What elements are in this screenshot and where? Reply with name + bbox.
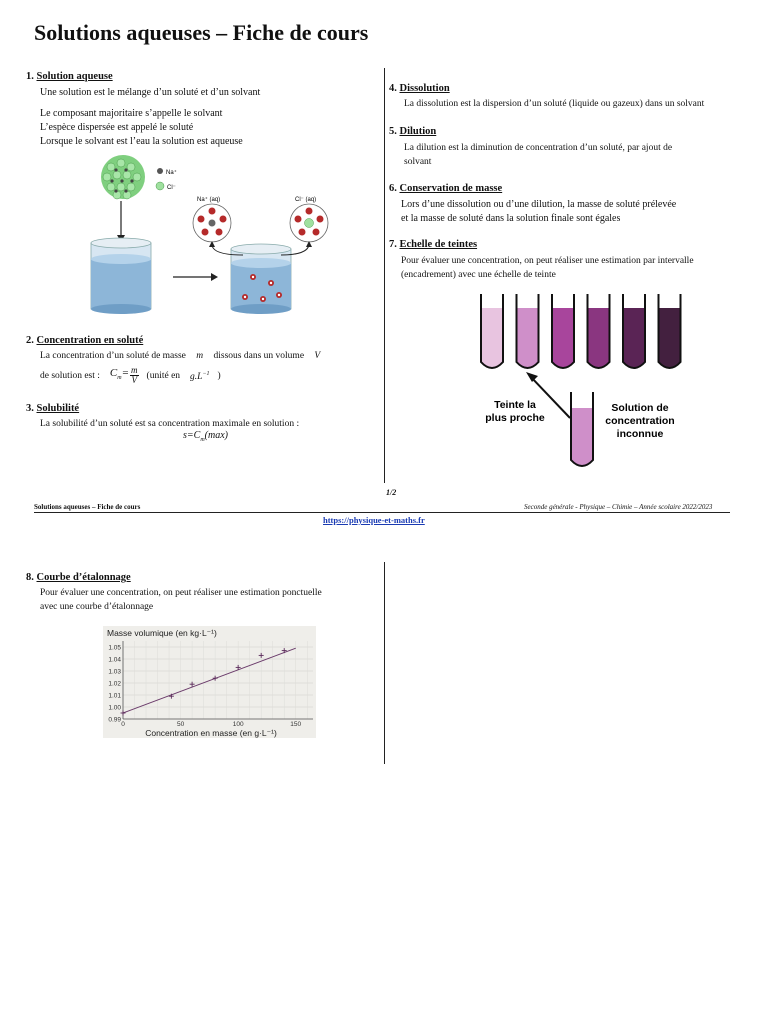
footer-left: Solutions aqueuses – Fiche de cours (34, 503, 141, 511)
section-5-heading (389, 126, 436, 137)
s2-line2 (40, 366, 221, 385)
section-7-text (401, 254, 694, 282)
section-6-text (401, 198, 676, 226)
section-4-title: Dissolution (399, 83, 450, 94)
cl-legend-label: Cl⁻ (167, 185, 176, 191)
section-8-heading (26, 572, 131, 583)
reference-tube-1 (481, 294, 503, 368)
reference-tube-3 (552, 294, 574, 368)
na-legend-label: Na⁺ (166, 170, 177, 176)
y-tick-label: 1.03 (108, 668, 121, 676)
s7-line1: Pour évaluer une concentration, on peut réaliser une estimation par intervalle (401, 256, 694, 266)
s2-line1 (40, 349, 320, 363)
section-2-number: 2. (26, 335, 34, 346)
x-tick-label: 100 (232, 721, 244, 728)
section-3-number: 3. (26, 403, 34, 414)
x-tick-label: 150 (290, 721, 302, 728)
s1-line3: L’espèce dispersée est appelé le soluté (40, 122, 194, 133)
s5-line1: La dilution est la diminution de concentration d’un soluté, par ajout de (404, 143, 673, 153)
section-4-number: 4. (389, 83, 397, 94)
formula-cm: $C_m=$ (109, 367, 130, 382)
column-divider-page2 (384, 562, 385, 764)
s1-line2: Le composant majoritaire s’appelle le solvant (40, 108, 223, 119)
unit-label: (unité en (146, 370, 181, 381)
website-link[interactable]: https://physique-et-maths.fr (323, 515, 425, 525)
unit-value: $g.L^{-1}$ (190, 371, 210, 383)
section-6-number: 6. (389, 183, 397, 194)
reference-tube-6 (659, 294, 681, 368)
y-tick-label: 1.00 (108, 704, 121, 712)
reference-tube-4 (588, 294, 610, 368)
s4-line1: La dissolution est la dispersion d’un soluté (liquide ou gazeux) dans un solvant (404, 99, 705, 109)
formula-fraction (130, 366, 139, 385)
section-3-title: Solubilité (36, 403, 80, 414)
footer-rule (34, 512, 730, 513)
s5-line2: solvant (404, 157, 432, 167)
beaker-left (91, 238, 151, 314)
section-7-number: 7. (389, 239, 397, 250)
footer-right: Seconde générale - Physique – Chimie – Année scolaire 2022/2023 (524, 503, 713, 511)
s1-line4: Lorsque le solvant est l’eau la solution est aqueuse (40, 136, 243, 147)
s2-line1b: dissous dans un volume (213, 351, 305, 361)
x-tick-label: 0 (121, 721, 125, 728)
s8-line1: Pour évaluer une concentration, on peut réaliser une estimation ponctuelle (40, 588, 322, 598)
closest-tint-label-2: plus proche (485, 412, 545, 424)
y-tick-label: 1.05 (108, 644, 121, 652)
s6-line2: et la masse de soluté dans la solution finale sont égales (401, 213, 621, 224)
section-2-heading (26, 335, 143, 346)
section-6-title: Conservation de masse (399, 183, 503, 194)
chart-xlabel: Concentration en masse (en g·L⁻¹) (145, 728, 277, 738)
s2-var-V: V (314, 351, 321, 361)
unknown-label-3: inconnue (616, 428, 664, 440)
section-8-text (40, 586, 322, 614)
s3-formula: $s=C_m(\max)$ (183, 430, 228, 443)
s6-line1: Lors d’une dissolution ou d’une dilution, la masse de soluté prélevée (401, 199, 677, 210)
fraction-numerator: m (131, 365, 138, 376)
section-5-text (404, 141, 672, 169)
section-1-text (40, 86, 260, 149)
reference-tube-2 (517, 294, 539, 368)
s1-line1: Une solution est le mélange d’un soluté et d’un solvant (40, 87, 261, 98)
salt-crystal-icon (101, 155, 145, 199)
section-2-title: Concentration en soluté (36, 335, 144, 346)
fraction-denominator: V (131, 375, 138, 386)
cl-aq-label: Cl⁻ (aq) (295, 197, 317, 203)
reference-tube-5 (623, 294, 645, 368)
unknown-label-2: concentration (605, 415, 675, 427)
s2-line1a: La concentration d’un soluté de masse (40, 351, 186, 361)
y-tick-label: 1.04 (108, 656, 121, 664)
unit-close: ) (217, 370, 221, 381)
section-8-number: 8. (26, 572, 34, 583)
page-number: 1/2 (386, 488, 397, 497)
s8-line2: avec une courbe d’étalonnage (40, 602, 154, 612)
column-divider (384, 68, 385, 483)
section-6-heading (389, 183, 502, 194)
y-tick-label: 0.99 (108, 716, 121, 724)
calibration-chart (103, 626, 316, 738)
unknown-label-1: Solution de (611, 402, 669, 414)
s2-line2a: de solution est : (40, 370, 100, 381)
section-1-title: Solution aqueuse (36, 71, 113, 82)
unknown-solution-tube (571, 408, 593, 466)
section-5-title: Dilution (399, 126, 437, 137)
s2-var-m: m (196, 351, 204, 361)
section-1-number: 1. (26, 71, 34, 82)
na-aq-label: Na⁺ (aq) (197, 197, 221, 203)
section-4-heading (389, 83, 450, 94)
section-7-title: Echelle de teintes (399, 239, 478, 250)
y-tick-label: 1.01 (108, 692, 121, 700)
color-scale-figure (470, 290, 700, 472)
section-3-heading (26, 403, 79, 414)
s3-line1: La solubilité d’un soluté est sa concentration maximale en solution : (40, 419, 300, 429)
page-title: Solutions aqueuses – Fiche de cours (34, 20, 369, 45)
y-tick-label: 1.02 (108, 680, 121, 688)
x-tick-label: 50 (176, 721, 185, 728)
s7-line2: (encadrement) avec une échelle de teinte (401, 270, 556, 280)
chart-title: Masse volumique (en kg·L⁻¹) (107, 628, 217, 638)
dissolution-figure (85, 155, 345, 330)
closest-tint-label-1: Teinte la (494, 399, 536, 411)
section-5-number: 5. (389, 126, 397, 137)
section-1-heading (26, 71, 113, 82)
section-7-heading (389, 239, 477, 250)
section-8-title: Courbe d’étalonnage (36, 572, 131, 583)
